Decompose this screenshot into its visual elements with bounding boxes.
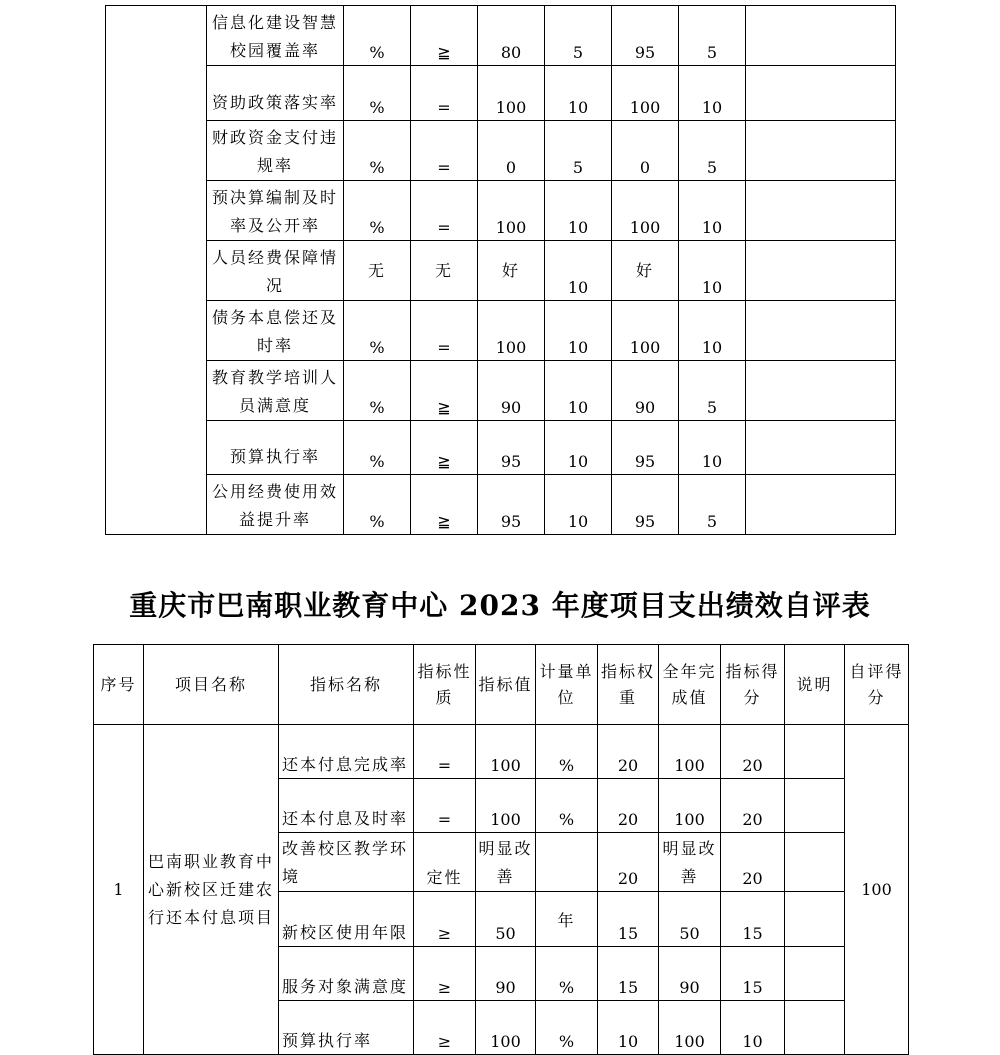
blank-merged-cell [106, 6, 207, 535]
nature-cell: = [414, 779, 476, 833]
target-cell: 80 [478, 6, 545, 66]
note-cell [746, 66, 896, 121]
nature-cell: = [414, 725, 476, 779]
nature-cell: 定性 [414, 833, 476, 892]
score-cell: 5 [679, 6, 746, 66]
target-cell: 好 [478, 241, 545, 301]
document-title: 重庆市巴南职业教育中心 2023 年度项目支出绩效自评表 [129, 589, 871, 622]
weight-cell: 10 [545, 181, 612, 241]
indicator-name-cell: 教育教学培训人员满意度 [207, 361, 344, 421]
actual-cell: 90 [612, 361, 679, 421]
actual-cell: 明显改善 [659, 833, 721, 892]
target-cell: 100 [478, 181, 545, 241]
score-cell: 15 [721, 892, 785, 947]
weight-cell: 10 [545, 421, 612, 475]
actual-cell: 100 [659, 725, 721, 779]
table-row [106, 181, 896, 241]
unit-cell: % [344, 421, 411, 475]
weight-cell: 10 [545, 361, 612, 421]
score-cell: 10 [721, 1001, 785, 1055]
project-name-cell: 巴南职业教育中心新校区迁建农行还本付息项目 [144, 725, 279, 1055]
value-cell: 100 [476, 1001, 536, 1055]
unit-cell: 无 [344, 241, 411, 301]
score-cell: 5 [679, 361, 746, 421]
actual-cell: 0 [612, 121, 679, 181]
actual-cell: 100 [612, 181, 679, 241]
indicator-name-cell: 改善校区教学环境 [279, 833, 414, 892]
indicator-name-cell: 新校区使用年限 [279, 892, 414, 947]
indicator-name-cell: 还本付息及时率 [279, 779, 414, 833]
target-cell: 100 [478, 66, 545, 121]
note-cell [746, 301, 896, 361]
note-cell [746, 361, 896, 421]
actual-cell: 95 [612, 475, 679, 535]
weight-cell: 15 [598, 892, 659, 947]
weight-cell: 10 [545, 66, 612, 121]
nature-cell: ≧ [411, 361, 478, 421]
note-cell [746, 121, 896, 181]
note-cell [785, 779, 845, 833]
value-cell: 90 [476, 947, 536, 1001]
header-weight: 指标权重 [598, 645, 659, 725]
target-cell: 0 [478, 121, 545, 181]
header-seq: 序号 [94, 645, 144, 725]
unit-cell: % [344, 361, 411, 421]
note-cell [785, 947, 845, 1001]
unit-cell: % [344, 6, 411, 66]
actual-cell: 100 [659, 1001, 721, 1055]
indicator-name-cell: 公用经费使用效益提升率 [207, 475, 344, 535]
nature-cell: = [411, 121, 478, 181]
target-cell: 95 [478, 475, 545, 535]
score-cell: 10 [679, 66, 746, 121]
header-indicator-value: 指标值 [476, 645, 536, 725]
value-cell: 明显改善 [476, 833, 536, 892]
weight-cell: 20 [598, 725, 659, 779]
actual-cell: 100 [659, 779, 721, 833]
header-self-score: 自评得分 [845, 645, 909, 725]
value-cell: 100 [476, 779, 536, 833]
actual-cell: 100 [612, 301, 679, 361]
header-project-name: 项目名称 [144, 645, 279, 725]
nature-cell: ≥ [414, 1001, 476, 1055]
score-cell: 5 [679, 475, 746, 535]
weight-cell: 10 [545, 475, 612, 535]
weight-cell: 10 [545, 301, 612, 361]
note-cell [785, 725, 845, 779]
score-cell: 20 [721, 833, 785, 892]
unit-cell: % [536, 779, 598, 833]
actual-cell: 100 [612, 66, 679, 121]
table-row [106, 301, 896, 361]
value-cell: 50 [476, 892, 536, 947]
note-cell [746, 241, 896, 301]
header-score: 指标得分 [721, 645, 785, 725]
score-cell: 15 [721, 947, 785, 1001]
unit-cell: 年 [536, 892, 598, 947]
table-row [106, 66, 896, 121]
weight-cell: 10 [598, 1001, 659, 1055]
score-cell: 10 [679, 421, 746, 475]
unit-cell: % [536, 725, 598, 779]
table-row [106, 6, 896, 66]
nature-cell: ≧ [411, 475, 478, 535]
table-row [106, 361, 896, 421]
note-cell [785, 892, 845, 947]
indicator-name-cell: 资助政策落实率 [207, 66, 344, 121]
value-cell: 100 [476, 725, 536, 779]
weight-cell: 20 [598, 779, 659, 833]
actual-cell: 90 [659, 947, 721, 1001]
score-cell: 20 [721, 779, 785, 833]
note-cell [746, 6, 896, 66]
nature-cell: = [411, 301, 478, 361]
nature-cell: = [411, 66, 478, 121]
target-cell: 95 [478, 421, 545, 475]
actual-cell: 好 [612, 241, 679, 301]
table-row [106, 475, 896, 535]
project-self-evaluation-table [93, 644, 909, 1055]
weight-cell: 10 [545, 241, 612, 301]
actual-cell: 95 [612, 421, 679, 475]
seq-cell: 1 [94, 725, 144, 1055]
score-cell: 10 [679, 241, 746, 301]
indicator-name-cell: 预决算编制及时率及公开率 [207, 181, 344, 241]
score-cell: 5 [679, 121, 746, 181]
top-indicator-table [105, 5, 896, 535]
header-indicator-name: 指标名称 [279, 645, 414, 725]
nature-cell: ≧ [411, 421, 478, 475]
note-cell [746, 181, 896, 241]
indicator-name-cell: 债务本息偿还及时率 [207, 301, 344, 361]
actual-cell: 50 [659, 892, 721, 947]
weight-cell: 15 [598, 947, 659, 1001]
score-cell: 10 [679, 301, 746, 361]
actual-cell: 95 [612, 6, 679, 66]
table-header-row [94, 645, 909, 725]
nature-cell: = [411, 181, 478, 241]
unit-cell: % [344, 301, 411, 361]
note-cell [785, 833, 845, 892]
unit-cell: % [536, 1001, 598, 1055]
unit-cell: % [344, 121, 411, 181]
nature-cell: ≧ [411, 6, 478, 66]
header-actual: 全年完成值 [659, 645, 721, 725]
weight-cell: 20 [598, 833, 659, 892]
unit-cell: % [344, 66, 411, 121]
target-cell: 100 [478, 301, 545, 361]
unit-cell: % [536, 947, 598, 1001]
score-cell: 10 [679, 181, 746, 241]
header-note: 说明 [785, 645, 845, 725]
weight-cell: 5 [545, 6, 612, 66]
table-row [106, 241, 896, 301]
unit-cell [536, 833, 598, 892]
note-cell [785, 1001, 845, 1055]
note-cell [746, 421, 896, 475]
header-unit: 计量单位 [536, 645, 598, 725]
note-cell [746, 475, 896, 535]
unit-cell: % [344, 475, 411, 535]
table-row [106, 121, 896, 181]
indicator-name-cell: 信息化建设智慧校园覆盖率 [207, 6, 344, 66]
header-indicator-nature: 指标性质 [414, 645, 476, 725]
indicator-name-cell: 财政资金支付违规率 [207, 121, 344, 181]
nature-cell: 无 [411, 241, 478, 301]
weight-cell: 5 [545, 121, 612, 181]
nature-cell: ≥ [414, 892, 476, 947]
target-cell: 90 [478, 361, 545, 421]
indicator-name-cell: 服务对象满意度 [279, 947, 414, 1001]
unit-cell: % [344, 181, 411, 241]
score-cell: 20 [721, 725, 785, 779]
table-row [106, 421, 896, 475]
indicator-name-cell: 预算执行率 [279, 1001, 414, 1055]
self-score-cell: 100 [845, 725, 909, 1055]
indicator-name-cell: 人员经费保障情况 [207, 241, 344, 301]
indicator-name-cell: 预算执行率 [207, 421, 344, 475]
nature-cell: ≥ [414, 947, 476, 1001]
table-row [94, 725, 909, 779]
indicator-name-cell: 还本付息完成率 [279, 725, 414, 779]
